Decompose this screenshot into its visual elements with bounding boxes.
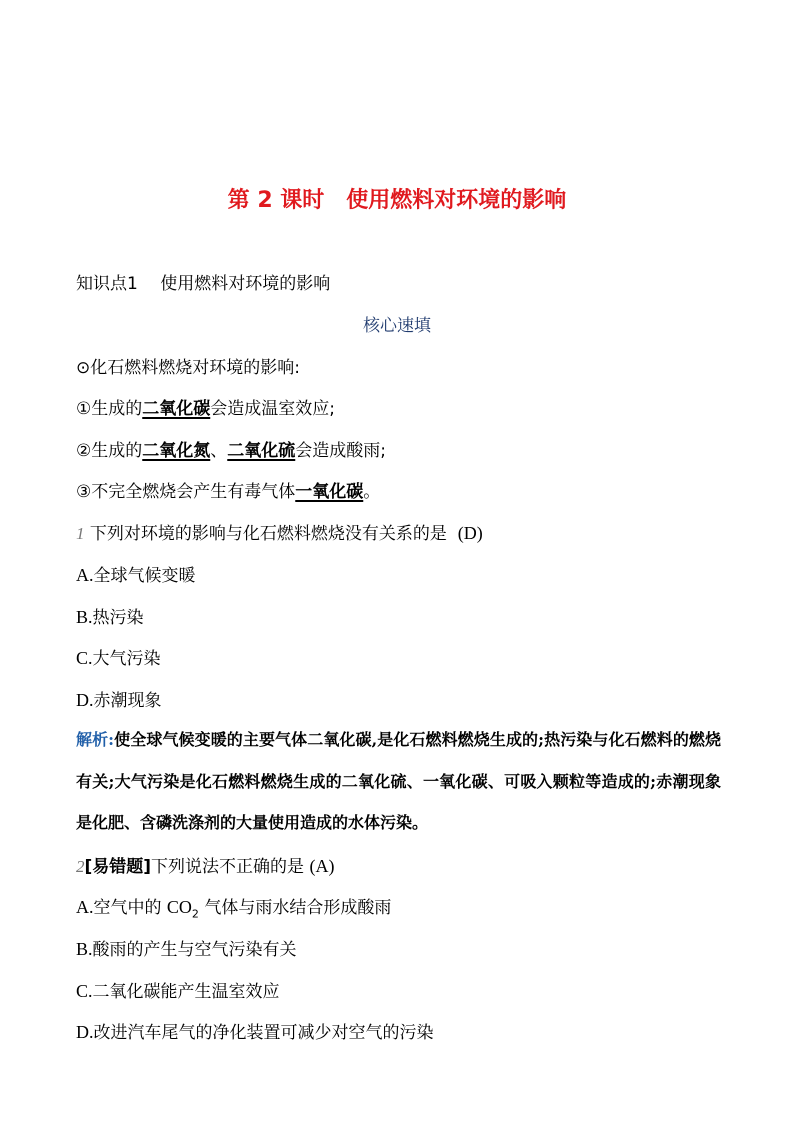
fill-item-2 (76, 439, 386, 463)
question-tag: [易错题] (84, 857, 152, 877)
section-heading: 核心速填 (363, 316, 431, 336)
fill-blank-answer: 二氧化硫 (227, 441, 296, 461)
question-number: 1 (76, 524, 85, 543)
question-2-option-d (76, 1020, 434, 1045)
option-letter: A. (76, 897, 94, 917)
option-letter: C. (76, 981, 93, 1001)
page-title: 第 2 课时 使用燃料对环境的影响 (227, 188, 567, 213)
option-text: 空气中的 (93, 898, 167, 918)
option-letter: A. (76, 565, 94, 585)
intro-line: ⊙化石燃料燃烧对环境的影响: (76, 358, 300, 378)
option-text: 酸雨的产生与空气污染有关 (92, 940, 297, 960)
fill-item-3 (76, 480, 380, 504)
option-letter: B. (76, 607, 93, 627)
question-1-analysis (76, 719, 721, 844)
question-2-option-c (76, 979, 280, 1004)
fill-blank-answer: 一氧化碳 (295, 482, 364, 502)
fill-blank-answer: 二氧化碳 (142, 399, 211, 419)
question-1-option-a (76, 563, 196, 588)
chemical-formula: CO (166, 897, 192, 917)
formula-subscript: 2 (191, 907, 199, 921)
fill-item-separator: 、 (210, 441, 228, 461)
option-letter: B. (76, 939, 93, 959)
question-1-stem (76, 521, 483, 546)
question-answer: (D) (457, 523, 483, 543)
option-text: 改进汽车尾气的净化装置可减少对空气的污染 (93, 1023, 434, 1043)
fill-blank-answer: 二氧化氮 (142, 441, 211, 461)
question-answer: (A) (309, 856, 335, 876)
analysis-text: 使全球气候变暖的主要气体二氧化碳,是化石燃料燃烧生成的;热污染与化石燃料的燃烧有关;大气污染是化石燃料燃烧生成的二氧化硫、一氧化碳、可吸入颗粒等造成的;赤潮现象是化肥、含磷洗涤剂的大量使用造成的水体污染。 (76, 730, 721, 832)
fill-item-prefix: ②生成的 (76, 441, 143, 461)
fill-item-prefix: ③不完全燃烧会产生有毒气体 (76, 482, 296, 502)
option-letter: D. (76, 690, 94, 710)
option-text: 二氧化碳能产生温室效应 (92, 982, 280, 1002)
question-number: 2 (76, 857, 85, 876)
option-text: 赤潮现象 (93, 691, 162, 711)
fill-item-suffix: 。 (363, 482, 381, 502)
question-text: 下列对环境的影响与化石燃料燃烧没有关系的是 (89, 524, 447, 544)
question-2-option-b (76, 937, 297, 962)
option-text: 大气污染 (92, 649, 161, 669)
option-letter: C. (76, 648, 93, 668)
fill-item-suffix: 会造成酸雨; (295, 441, 386, 461)
option-text: 气体与雨水结合形成酸雨 (198, 898, 392, 918)
question-2-option-a (76, 895, 391, 926)
question-1-option-b (76, 605, 144, 630)
question-text: 下列说法不正确的是 (151, 857, 305, 877)
question-2-stem (76, 854, 334, 879)
option-text: 全球气候变暖 (93, 566, 196, 586)
fill-item-prefix: ①生成的 (76, 399, 143, 419)
option-letter: D. (76, 1022, 94, 1042)
fill-item-1 (76, 397, 335, 421)
fill-item-suffix: 会造成温室效应; (210, 399, 335, 419)
question-1-option-d (76, 688, 162, 713)
analysis-label: 解析: (76, 730, 115, 749)
knowledge-point-heading: 知识点1 使用燃料对环境的影响 (76, 274, 331, 294)
question-1-option-c (76, 646, 161, 671)
option-text: 热污染 (92, 608, 144, 628)
